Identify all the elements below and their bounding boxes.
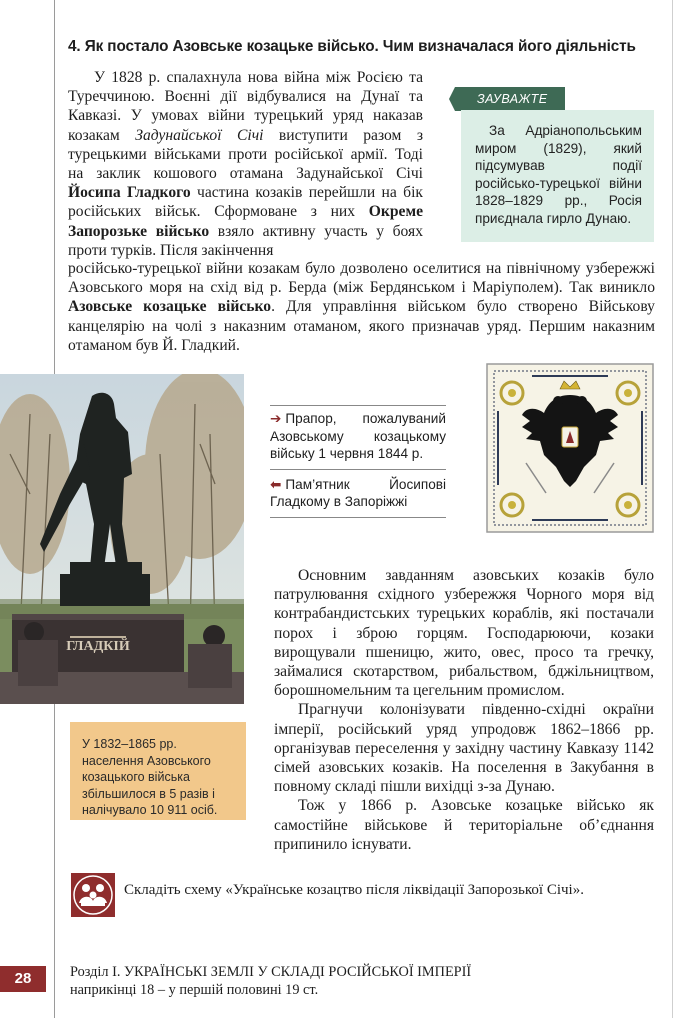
footer [70, 963, 471, 999]
footer-line-1: Розділ І. УКРАЇНСЬКІ ЗЕМЛІ У СКЛАДІ РОСІЙСЬКОЇ ІМПЕРІЇ [70, 964, 472, 980]
term-azovske-viisko: Азовське козацьке військо [68, 298, 272, 316]
paragraph-2: Основним завданням азовських козаків було патрулювання східного узбережжя Чорного моря від контрабандистських турецьких кораблів, які постачали порох і зброю горцям. Господарюючи, козаки вирощували пшеницю, жито, овес, просо та гречку, займалися скотарством, рибальством, бджільництвом, борошномельним та цегельним промислом. [274, 567, 654, 700]
caption-divider-top [270, 405, 446, 406]
note-tag: ЗАУВАЖТЕ [455, 87, 565, 111]
monument-caption: ⬅ Пам’ятник Йосипові Гладкому в Запоріжжі [270, 476, 446, 510]
term-zadunaiska-sich: Задунайської Січі [135, 126, 264, 144]
paragraph-3: Прагнучи колонізувати південно-східні окраїни імперії, російський уряд упродовж 1862–1866 рр. організував переселення у західну частину Кавказу 1142 сімей азовських козаків. На поселення в Закубання в повному складі пішли вихідці з-за Дунаю. [274, 701, 654, 796]
term-okreme-viisko: Окреме Запорозьке військо [68, 203, 423, 240]
stat-box: У 1832–1865 рр. населення Азовського козацького війська збільшилося в 5 разів і налічувало 10 911 осіб. [70, 722, 246, 820]
monument-inscription: ГЛАДКІЙ [66, 639, 130, 654]
note-box: За Адріанопольським миром (1829), який підсумував події російсько-турецької війни 1828–1829 рр., Росія приєднала гирло Дунаю. [461, 110, 654, 242]
caption-divider-bottom [270, 517, 446, 518]
section-heading: 4. Як постало Азовське козацьке військо. Чим визначалася його діяльність [68, 38, 636, 55]
task-text: Складіть схему «Українське козацтво після ліквідації Запорозької Січі». [124, 882, 584, 898]
monument-photo [0, 374, 244, 704]
paragraph-1-continued: російсько-турецької війни козакам було дозволено оселитися на північному узбережжі Азовського моря на схід від р. Берда (між Бердянськом і Маріуполем). Так виникло Азовське козацьке військо. Для управління військом було створено Військову канцелярію на чолі з наказним отаманом, якого призначав уряд. Першим наказним отаманом був Й. Гладкий. [68, 260, 655, 354]
paragraph-4: Тож у 1866 р. Азовське козацьке військо як самостійне військове й територіальне об’єднання припинило існувати. [274, 797, 654, 853]
caption-divider [270, 469, 446, 470]
paragraph-2-block [274, 566, 654, 854]
page-number: 28 [0, 966, 46, 992]
group-task-icon [71, 873, 115, 917]
flag-caption: ➔ Прапор, пожалуваний Азовському козацькому війську 1 червня 1844 р. [270, 411, 446, 462]
arrow-right-icon: ➔ [270, 411, 282, 426]
footer-line-2: наприкінці 18 – у першій половині 19 ст. [70, 982, 319, 998]
paragraph-1: У 1828 р. спалахнула нова війна між Росією та Туреччиною. Воєнні дії відбувалися на Дунаї та Кавказі. У умовах війни турецький уряд наказав козакам Задунайської Січі виступити разом з турецькими військами проти російської армії. Тоді на заклик кошового отамана Задунайської Січі Йосипа Гладкого частина козаків перейшли на бік російських військ. Сформоване з них Окреме Запорозьке військо взяло активну участь у боях проти турків. Після закінчення [68, 69, 423, 259]
term-hladky: Йосипа Гладкого [68, 184, 191, 202]
captions-block [270, 405, 446, 524]
right-edge-line [672, 0, 673, 1018]
arrow-left-icon: ⬅ [270, 476, 282, 492]
flag-image [486, 363, 654, 533]
